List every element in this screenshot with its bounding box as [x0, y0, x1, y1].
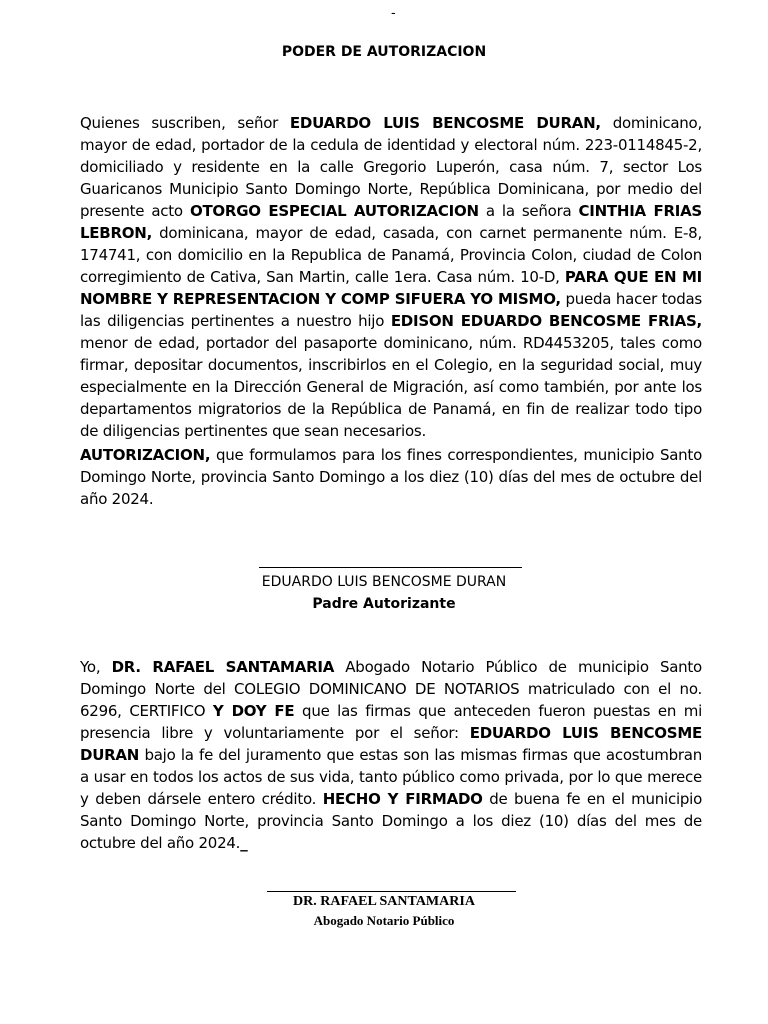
- bold-text-run: HECHO Y FIRMADO: [322, 790, 483, 808]
- text-run: pueda hacer todas las diligencias pertinentes a nuestro hijo: [80, 290, 702, 330]
- bold-text-run: CINTHIA FRIAS LEBRON,: [80, 202, 702, 242]
- bold-text-run: DR. RAFAEL SANTAMARIA: [111, 658, 335, 676]
- notary-certification-paragraph: [80, 656, 702, 854]
- authorizer-name: EDUARDO LUIS BENCOSME DURAN: [261, 574, 507, 590]
- page-top-mark: -: [391, 6, 396, 21]
- closing-paragraph: [80, 444, 702, 510]
- text-run: Abogado Notario Público de municipio Santo Domingo Norte del COLEGIO DOMINICANO DE NOTARIOS matriculado con el no. 6296, CERTIFICO: [80, 658, 702, 720]
- text-run: Quienes suscriben, señor: [80, 114, 290, 132]
- text-run: dominicano, mayor de edad, portador de la cedula de identidad y electoral núm. 223-0114845-2, domiciliado y residente en la calle Gregorio Luperón, casa núm. 7, sector Los Guaricanos Municipio Santo Domingo Norte, República Dominicana, por medio del presente acto: [80, 114, 702, 220]
- text-run: Yo,: [80, 658, 112, 676]
- notary-role: Abogado Notario Público: [313, 913, 455, 928]
- signature-line-notary: [267, 891, 516, 892]
- bold-text-run: _: [240, 834, 248, 852]
- text-run: bajo la fe del juramento que estas son las mismas firmas que acostumbran a usar en todos los actos de sus vida, tanto público como privada, por lo que merece y deben dársele entero crédito.: [80, 746, 702, 808]
- text-run: de buena fe en el municipio Santo Domingo Norte, provincia Santo Domingo a los diez (10) días del mes de octubre del año 2024.: [80, 790, 703, 852]
- bold-text-run: OTORGO ESPECIAL AUTORIZACION: [189, 202, 479, 220]
- text-run: dominicana, mayor de edad, casada, con carnet permanente núm. E-8, 174741, con domicilio en la Republica de Panamá, Provincia Colon, ciudad de Colon corregimiento de Cativa, San Martin, calle 1era. Casa núm. 10-D,: [80, 224, 702, 286]
- signature-line-authorizer: [259, 567, 522, 568]
- authorization-paragraph: [80, 112, 702, 442]
- authorizer-role: Padre Autorizante: [312, 596, 456, 612]
- text-run: a la señora: [478, 202, 579, 220]
- bold-text-run: EDUARDO LUIS BENCOSME DURAN: [80, 724, 702, 764]
- bold-text-run: AUTORIZACION,: [80, 446, 211, 464]
- bold-text-run: PARA QUE EN MI NOMBRE Y REPRESENTACION Y COMP SIFUERA YO MISMO,: [80, 268, 702, 308]
- notary-name: DR. RAFAEL SANTAMARIA: [293, 894, 475, 909]
- text-run: que las firmas que anteceden fueron puestas en mi presencia libre y voluntariamente por el señor:: [80, 702, 702, 742]
- text-run: que formulamos para los fines correspondientes, municipio Santo Domingo Norte, provincia Santo Domingo a los diez (10) días del mes de octubre del año 2024.: [80, 446, 702, 508]
- bold-text-run: EDUARDO LUIS BENCOSME DURAN,: [289, 114, 601, 132]
- text-run: menor de edad, portador del pasaporte dominicano, núm. RD4453205, tales como firmar, depositar documentos, inscribirlos en el Colegio, en la seguridad social, muy especialmente en la Dirección General de Migración, así como también, por ante los departamentos migratorios de la República de Panamá, en fin de realizar todo tipo de diligencias pertinentes que sean necesarios.: [80, 334, 702, 440]
- bold-text-run: Y DOY FE: [212, 702, 295, 720]
- bold-text-run: EDISON EDUARDO BENCOSME FRIAS,: [390, 312, 702, 330]
- document-title: PODER DE AUTORIZACION: [281, 44, 487, 60]
